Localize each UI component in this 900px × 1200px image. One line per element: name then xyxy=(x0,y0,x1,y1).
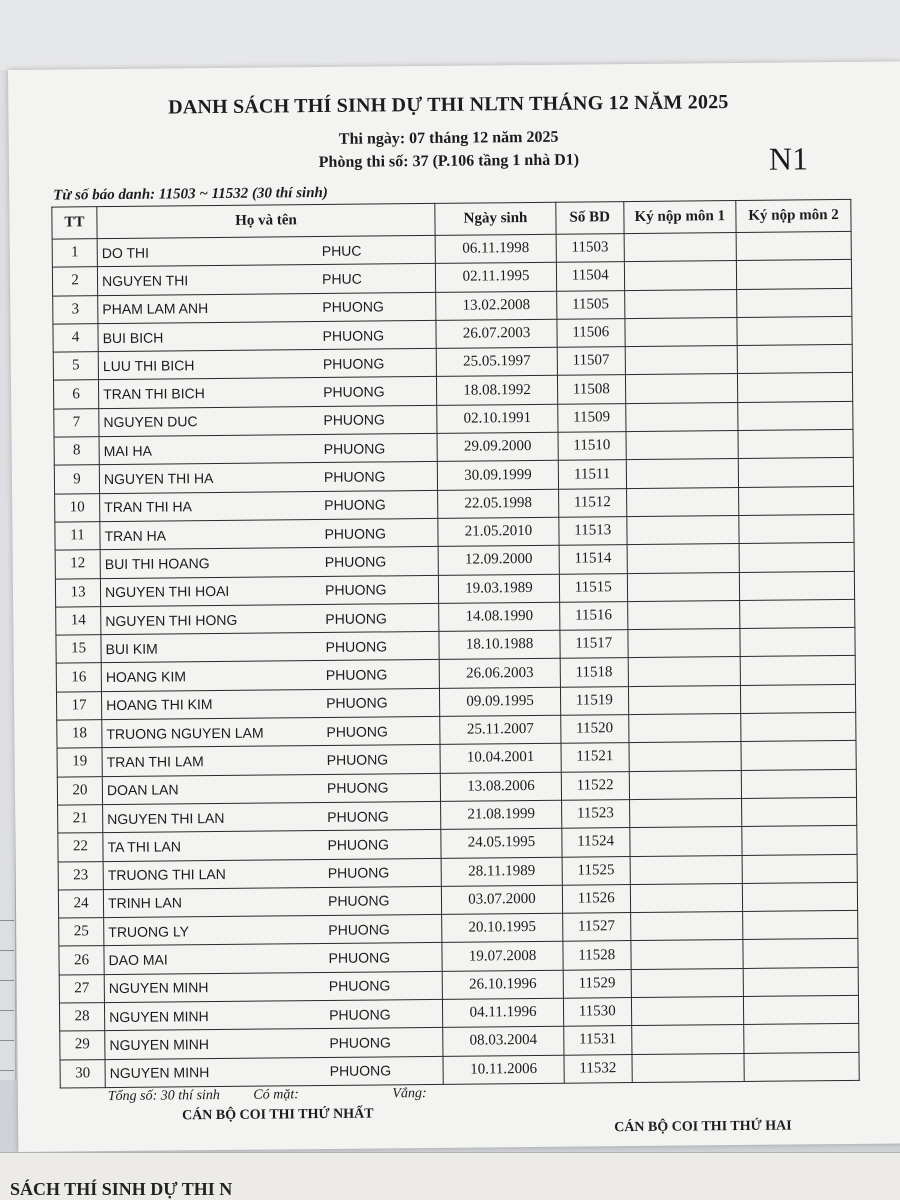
header-signature-1: Ký nộp môn 1 xyxy=(623,201,736,234)
candidate-name xyxy=(103,830,441,862)
candidate-number: 11525 xyxy=(562,856,630,885)
signature-cell-1 xyxy=(631,1025,744,1054)
signature-cell-2 xyxy=(736,231,851,260)
candidate-first-name: PHUONG xyxy=(323,383,385,401)
candidate-last-name: NGUYEN THI HONG xyxy=(105,611,238,629)
row-number: 14 xyxy=(56,606,101,635)
row-number: 12 xyxy=(55,550,100,579)
signature-cell-1 xyxy=(628,685,741,714)
candidate-table xyxy=(51,199,859,1089)
candidate-number: 11506 xyxy=(557,318,625,347)
proctor-2-label: CÁN BỘ COI THI THỨ HAI xyxy=(614,1118,792,1136)
candidate-last-name: DO THI xyxy=(101,244,150,261)
candidate-number: 11513 xyxy=(559,517,627,546)
row-number: 8 xyxy=(54,437,99,466)
candidate-name xyxy=(100,575,438,607)
candidate-number: 11529 xyxy=(563,969,631,998)
signature-cell-2 xyxy=(739,486,854,515)
birth-date: 04.11.1996 xyxy=(443,998,564,1027)
signature-cell-1 xyxy=(627,544,740,573)
birth-date: 12.09.2000 xyxy=(438,545,559,574)
exam-roster-sheet xyxy=(8,61,900,1152)
candidate-name xyxy=(102,688,440,720)
signature-cell-2 xyxy=(743,939,858,968)
candidate-number: 11530 xyxy=(563,998,631,1027)
signature-cell-1 xyxy=(625,374,738,403)
birth-date: 02.11.1995 xyxy=(435,263,556,292)
candidate-first-name: PHUC xyxy=(321,242,362,259)
signature-cell-1 xyxy=(629,827,742,856)
signature-cell-2 xyxy=(740,628,855,657)
signature-cell-2 xyxy=(742,854,857,883)
row-number: 20 xyxy=(57,776,102,805)
candidate-first-name: PHUONG xyxy=(326,694,388,712)
candidate-number: 11505 xyxy=(557,290,625,319)
candidate-last-name: TRAN HA xyxy=(104,527,167,544)
candidate-name xyxy=(103,858,441,890)
birth-date: 26.10.1996 xyxy=(442,970,563,999)
birth-date: 26.06.2003 xyxy=(439,659,560,688)
birth-date: 21.08.1999 xyxy=(441,800,562,829)
candidate-last-name: TRAN THI HA xyxy=(104,498,192,516)
signature-cell-2 xyxy=(743,967,858,996)
candidate-first-name: PHUONG xyxy=(325,666,388,684)
signature-cell-1 xyxy=(627,600,740,629)
candidate-first-name: PHUONG xyxy=(322,326,385,344)
candidate-first-name: PHUONG xyxy=(326,723,388,740)
candidate-first-name: PHUONG xyxy=(325,638,388,655)
candidate-number: 11514 xyxy=(559,545,627,574)
row-number: 19 xyxy=(57,748,102,777)
header-signature-2: Ký nộp môn 2 xyxy=(736,199,851,232)
signature-cell-2 xyxy=(737,260,852,289)
candidate-name xyxy=(104,971,442,1003)
candidate-name xyxy=(100,490,438,522)
candidate-number: 11523 xyxy=(561,800,629,829)
candidate-first-name: PHUONG xyxy=(328,977,391,995)
candidate-last-name: NGUYEN THI LAN xyxy=(107,809,225,827)
candidate-number: 11528 xyxy=(563,941,631,970)
candidate-number: 11503 xyxy=(556,234,624,263)
row-number: 29 xyxy=(60,1031,105,1060)
candidate-name xyxy=(98,320,436,352)
candidate-last-name: TRINH LAN xyxy=(107,894,183,912)
candidate-last-name: TA THI LAN xyxy=(107,838,181,855)
candidate-first-name: PHUONG xyxy=(326,779,389,797)
candidate-first-name: PHUONG xyxy=(322,355,385,372)
signature-cell-2 xyxy=(740,599,855,628)
total-count: Tổng số: 30 thí sinh xyxy=(107,1088,220,1105)
signature-cell-1 xyxy=(624,233,737,262)
candidate-number: 11526 xyxy=(562,884,630,913)
room-code: N1 xyxy=(768,140,809,177)
candidate-last-name: NGUYEN THI HOAI xyxy=(105,583,230,601)
birth-date: 03.07.2000 xyxy=(441,885,562,914)
signature-cell-2 xyxy=(743,911,858,940)
candidate-last-name: BUI BICH xyxy=(102,329,164,346)
birth-date: 26.07.2003 xyxy=(436,319,557,348)
candidate-name xyxy=(101,632,439,664)
candidate-name xyxy=(97,235,435,267)
candidate-first-name: PHUONG xyxy=(323,411,385,429)
candidate-first-name: PHUONG xyxy=(322,298,384,316)
row-number: 30 xyxy=(60,1059,105,1088)
row-number: 6 xyxy=(53,380,98,409)
candidate-number: 11516 xyxy=(560,601,628,630)
signature-cell-2 xyxy=(737,288,852,317)
candidate-last-name: HOANG THI KIM xyxy=(106,696,213,714)
candidate-name xyxy=(97,264,435,296)
signature-cell-2 xyxy=(740,571,855,600)
row-number: 18 xyxy=(57,720,102,749)
row-number: 10 xyxy=(55,493,100,522)
next-sheet-edge xyxy=(0,1152,900,1200)
signature-cell-1 xyxy=(628,657,741,686)
birth-date: 10.04.2001 xyxy=(440,744,561,773)
row-number: 2 xyxy=(52,267,97,296)
signature-cell-1 xyxy=(629,742,742,771)
birth-date: 13.08.2006 xyxy=(440,772,561,801)
signature-cell-1 xyxy=(630,883,743,912)
signature-cell-2 xyxy=(738,401,853,430)
birth-date: 10.11.2006 xyxy=(443,1055,564,1084)
row-number: 21 xyxy=(58,805,103,834)
candidate-number-range: Từ số báo danh: 11503 ~ 11532 (30 thí sinh) xyxy=(53,184,328,204)
signature-cell-2 xyxy=(741,741,856,770)
birth-date: 22.05.1998 xyxy=(438,489,559,518)
signature-cell-1 xyxy=(630,940,743,969)
row-number: 7 xyxy=(54,408,99,437)
birth-date: 02.10.1991 xyxy=(437,404,558,433)
candidate-name xyxy=(104,943,442,975)
row-number: 4 xyxy=(53,324,98,353)
candidate-first-name: PHUONG xyxy=(326,751,389,768)
signature-cell-1 xyxy=(627,629,740,658)
candidate-number: 11518 xyxy=(560,658,628,687)
proctor-1-label: CÁN BỘ COI THI THỨ NHẤT xyxy=(181,1106,374,1124)
birth-date: 13.02.2008 xyxy=(436,291,557,320)
candidate-number: 11519 xyxy=(560,686,628,715)
candidate-first-name: PHUC xyxy=(322,270,362,287)
row-number: 11 xyxy=(55,522,100,551)
signature-cell-2 xyxy=(741,769,856,798)
candidate-name xyxy=(105,1056,443,1088)
candidate-number: 11521 xyxy=(561,743,629,772)
row-number: 13 xyxy=(55,578,100,607)
candidate-name xyxy=(101,603,439,635)
candidate-number: 11517 xyxy=(560,630,628,659)
birth-date: 19.03.1989 xyxy=(438,574,559,603)
candidate-number: 11509 xyxy=(558,403,626,432)
row-number: 27 xyxy=(59,974,104,1003)
candidate-name xyxy=(102,745,440,777)
signature-cell-1 xyxy=(624,289,737,318)
candidate-first-name: PHUONG xyxy=(327,836,390,853)
candidate-number: 11532 xyxy=(564,1054,632,1083)
signature-cell-1 xyxy=(631,996,744,1025)
candidate-name xyxy=(102,773,440,805)
candidate-number: 11510 xyxy=(558,432,626,461)
row-number: 15 xyxy=(56,635,101,664)
signature-cell-1 xyxy=(626,487,739,516)
signature-cell-1 xyxy=(632,1053,745,1082)
candidate-last-name: LUU THI BICH xyxy=(102,357,195,374)
header-name: Họ và tên xyxy=(97,203,435,238)
signature-cell-2 xyxy=(739,514,854,543)
signature-cell-1 xyxy=(624,317,737,346)
candidate-last-name: TRAN THI BICH xyxy=(103,385,205,403)
candidate-last-name: DOAN LAN xyxy=(106,781,179,799)
table-body xyxy=(52,231,859,1088)
candidate-name xyxy=(99,405,437,437)
present-label: Có mặt: xyxy=(253,1087,299,1103)
birth-date: 09.09.1995 xyxy=(440,687,561,716)
absent-label: Vắng: xyxy=(392,1086,427,1102)
signature-cell-1 xyxy=(628,714,741,743)
candidate-first-name: PHUONG xyxy=(329,1006,391,1023)
candidate-first-name: PHUONG xyxy=(324,581,387,599)
candidate-last-name: DAO MAI xyxy=(108,951,168,969)
row-number: 3 xyxy=(53,295,98,324)
signature-cell-2 xyxy=(744,995,859,1024)
candidate-first-name: PHUONG xyxy=(323,440,386,457)
signature-cell-2 xyxy=(744,1052,859,1081)
birth-date: 29.09.2000 xyxy=(437,432,558,461)
candidate-first-name: PHUONG xyxy=(327,864,390,882)
candidate-last-name: TRUONG NGUYEN LAM xyxy=(106,724,264,742)
candidate-last-name: NGUYEN THI HA xyxy=(103,470,214,488)
candidate-first-name: PHUONG xyxy=(327,807,389,825)
signature-cell-1 xyxy=(630,912,743,941)
candidate-name xyxy=(98,349,436,381)
signature-cell-1 xyxy=(626,515,739,544)
candidate-name xyxy=(98,292,436,324)
candidate-first-name: PHUONG xyxy=(324,553,387,570)
candidate-last-name: TRUONG LY xyxy=(108,923,190,940)
signature-cell-1 xyxy=(626,431,739,460)
signature-cell-2 xyxy=(737,345,852,374)
signature-cell-2 xyxy=(741,712,856,741)
birth-date: 14.08.1990 xyxy=(439,602,560,631)
candidate-first-name: PHUONG xyxy=(324,496,386,514)
candidate-name xyxy=(99,377,437,409)
exam-date: Thi ngày: 07 tháng 12 năm 2025 xyxy=(338,128,559,148)
signature-cell-1 xyxy=(629,770,742,799)
candidate-last-name: NGUYEN MINH xyxy=(109,1064,210,1082)
candidate-last-name: NGUYEN THI xyxy=(102,272,189,290)
candidate-first-name: PHUONG xyxy=(324,525,387,542)
row-number: 1 xyxy=(52,239,97,268)
signature-cell-2 xyxy=(742,826,857,855)
signature-cell-2 xyxy=(738,373,853,402)
signature-cell-1 xyxy=(631,968,744,997)
signature-cell-2 xyxy=(741,684,856,713)
candidate-number: 11508 xyxy=(557,375,625,404)
candidate-last-name: TRAN THI LAM xyxy=(106,753,204,771)
signature-cell-1 xyxy=(624,261,737,290)
row-number: 22 xyxy=(58,833,103,862)
signature-cell-2 xyxy=(739,543,854,572)
candidate-name xyxy=(104,915,442,947)
candidate-name xyxy=(100,547,438,579)
candidate-last-name: NGUYEN MINH xyxy=(109,1036,210,1054)
birth-date: 08.03.2004 xyxy=(443,1027,564,1056)
candidate-last-name: MAI HA xyxy=(103,442,153,459)
signature-cell-2 xyxy=(737,316,852,345)
signature-cell-1 xyxy=(625,346,738,375)
birth-date: 28.11.1989 xyxy=(441,857,562,886)
candidate-first-name: PHUONG xyxy=(327,892,390,910)
birth-date: 18.10.1988 xyxy=(439,630,560,659)
candidate-last-name: NGUYEN MINH xyxy=(109,1007,209,1025)
row-number: 5 xyxy=(53,352,98,381)
birth-date: 25.05.1997 xyxy=(436,347,557,376)
signature-cell-1 xyxy=(629,798,742,827)
row-number: 28 xyxy=(59,1003,104,1032)
candidate-number: 11504 xyxy=(556,262,624,291)
candidate-number: 11531 xyxy=(564,1026,632,1055)
candidate-last-name: HOANG KIM xyxy=(105,668,187,686)
candidate-name xyxy=(100,518,438,550)
signature-cell-2 xyxy=(742,797,857,826)
candidate-last-name: NGUYEN MINH xyxy=(108,979,209,997)
candidate-first-name: PHUONG xyxy=(329,1062,392,1080)
candidate-name xyxy=(102,716,440,748)
candidate-number: 11522 xyxy=(561,771,629,800)
birth-date: 30.09.1999 xyxy=(437,461,558,490)
background-sheet-top xyxy=(0,0,900,70)
candidate-number: 11527 xyxy=(563,913,631,942)
candidate-first-name: PHUONG xyxy=(323,468,386,486)
signature-cell-1 xyxy=(625,402,738,431)
signature-cell-1 xyxy=(627,572,740,601)
signature-cell-1 xyxy=(630,855,743,884)
candidate-last-name: BUI THI HOANG xyxy=(104,554,210,572)
row-number: 16 xyxy=(56,663,101,692)
candidate-first-name: PHUONG xyxy=(328,949,391,967)
row-number: 26 xyxy=(59,946,104,975)
candidate-last-name: PHAM LAM ANH xyxy=(102,300,209,318)
candidate-number: 11524 xyxy=(562,828,630,857)
birth-date: 25.11.2007 xyxy=(440,715,561,744)
next-sheet-title-partial: SÁCH THÍ SINH DỰ THI N xyxy=(10,1179,233,1199)
candidate-name xyxy=(99,462,437,494)
birth-date: 24.05.1995 xyxy=(441,828,562,857)
birth-date: 18.08.1992 xyxy=(437,376,558,405)
candidate-name xyxy=(105,1028,443,1060)
birth-date: 21.05.2010 xyxy=(438,517,559,546)
candidate-first-name: PHUONG xyxy=(325,609,387,627)
candidate-name xyxy=(101,660,439,692)
candidate-last-name: TRUONG THI LAN xyxy=(107,866,226,884)
birth-date: 20.10.1995 xyxy=(442,913,563,942)
row-number: 17 xyxy=(56,691,101,720)
signature-cell-2 xyxy=(743,882,858,911)
header-tt: TT xyxy=(52,207,97,239)
signature-cell-2 xyxy=(740,656,855,685)
candidate-last-name: BUI KIM xyxy=(105,640,158,657)
signature-cell-2 xyxy=(744,1024,859,1053)
candidate-last-name: NGUYEN DUC xyxy=(103,413,198,431)
candidate-name xyxy=(105,999,443,1031)
row-number: 24 xyxy=(58,889,103,918)
candidate-number: 11515 xyxy=(559,573,627,602)
row-number: 23 xyxy=(58,861,103,890)
candidate-number: 11512 xyxy=(558,488,626,517)
row-number: 25 xyxy=(59,918,104,947)
signature-cell-2 xyxy=(738,429,853,458)
candidate-number: 11507 xyxy=(557,347,625,376)
roster-footer xyxy=(108,1086,457,1105)
exam-room: Phòng thi số: 37 (P.106 tầng 1 nhà D1) xyxy=(318,151,580,172)
header-sbd: Số BD xyxy=(556,202,624,235)
candidate-first-name: PHUONG xyxy=(328,921,390,938)
signature-cell-1 xyxy=(626,459,739,488)
candidate-name xyxy=(103,886,441,918)
candidate-first-name: PHUONG xyxy=(329,1034,391,1051)
birth-date: 06.11.1998 xyxy=(435,234,556,263)
candidate-number: 11520 xyxy=(561,715,629,744)
header-dob: Ngày sinh xyxy=(435,202,556,235)
candidate-name xyxy=(99,433,437,465)
row-number: 9 xyxy=(54,465,99,494)
birth-date: 19.07.2008 xyxy=(442,942,563,971)
candidate-name xyxy=(103,801,441,833)
signature-cell-2 xyxy=(738,458,853,487)
candidate-number: 11511 xyxy=(558,460,626,489)
document-title: DANH SÁCH THÍ SINH DỰ THI NLTN THÁNG 12 NĂM 2025 xyxy=(168,91,729,119)
